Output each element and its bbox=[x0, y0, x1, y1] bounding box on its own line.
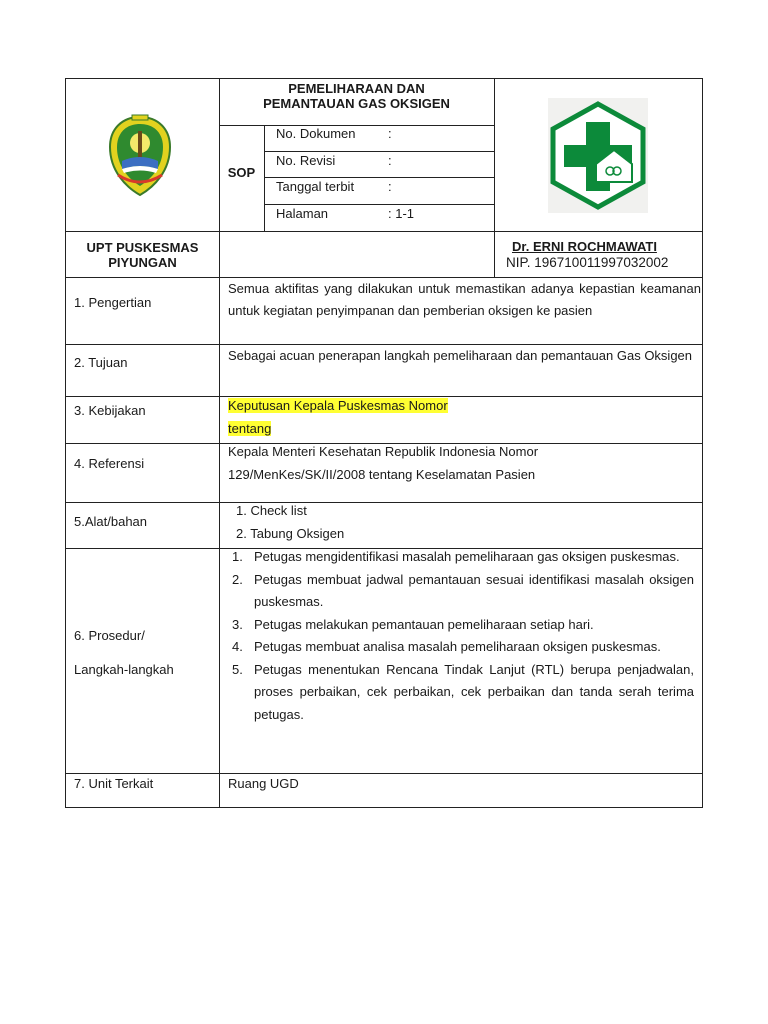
meta-label-no-dokumen: No. Dokumen bbox=[276, 126, 356, 141]
list-item bbox=[224, 614, 694, 637]
meta-value-no-revisi: : bbox=[388, 153, 392, 168]
puskesmas-cross-logo-icon bbox=[548, 98, 648, 213]
divider bbox=[66, 502, 703, 503]
document-title-line1: PEMELIHARAAN DAN bbox=[288, 81, 425, 96]
row-label-kebijakan: 3. Kebijakan bbox=[74, 403, 146, 418]
meta-value-tanggal-terbit: : bbox=[388, 179, 392, 194]
step-text: Petugas membuat jadwal pemantauan sesuai identifikasi masalah oksigen puskesmas. bbox=[254, 571, 694, 609]
step-number: 4. bbox=[232, 639, 243, 654]
referensi-line2: 129/MenKes/SK/II/2008 tentang Keselamatan Pasien bbox=[228, 467, 536, 482]
step-number: 2. bbox=[232, 571, 243, 587]
row-label-pengertian: 1. Pengertian bbox=[74, 295, 152, 310]
step-text: Petugas membuat analisa masalah pemeliharaan oksigen puskesmas. bbox=[254, 639, 661, 654]
row-text-tujuan: Sebagai acuan penerapan langkah pemeliharaan dan pemantauan Gas Oksigen bbox=[228, 348, 693, 363]
signer-nip: NIP. 196710011997032002 bbox=[506, 255, 669, 270]
row-label-prosedur-line1: 6. Prosedur/ bbox=[74, 628, 145, 643]
signer-name: Dr. ERNI ROCHMAWATI bbox=[512, 239, 657, 254]
meta-label-halaman: Halaman bbox=[276, 206, 329, 221]
row-label-referensi: 4. Referensi bbox=[74, 456, 145, 471]
divider bbox=[494, 79, 495, 277]
document-title-line2: PEMANTAUAN GAS OKSIGEN bbox=[263, 96, 450, 111]
referensi-line1: Kepala Menteri Kesehatan Republik Indonesia Nomor bbox=[228, 444, 539, 459]
kebijakan-line2 bbox=[228, 421, 271, 436]
row-text-unit-terkait: Ruang UGD bbox=[228, 776, 299, 791]
alat-item: 2. Tabung Oksigen bbox=[236, 526, 345, 541]
step-text: Petugas mengidentifikasi masalah pemeliharaan gas oksigen puskesmas. bbox=[254, 549, 680, 564]
alat-item: 1. Check list bbox=[236, 503, 307, 518]
sop-document bbox=[65, 78, 703, 808]
organization-name-line2: PIYUNGAN bbox=[108, 255, 177, 270]
row-label-alat-bahan: 5.Alat/bahan bbox=[74, 514, 148, 529]
list-item bbox=[224, 569, 694, 614]
regional-emblem-icon bbox=[106, 113, 174, 199]
list-item bbox=[224, 659, 694, 727]
step-number: 3. bbox=[232, 616, 243, 632]
divider bbox=[66, 396, 703, 397]
kebijakan-line1 bbox=[228, 398, 448, 413]
row-label-unit-terkait: 7. Unit Terkait bbox=[74, 776, 154, 791]
divider bbox=[219, 125, 494, 126]
divider bbox=[264, 204, 494, 205]
meta-label-tanggal-terbit: Tanggal terbit bbox=[276, 179, 355, 194]
meta-label-no-revisi: No. Revisi bbox=[276, 153, 336, 168]
sop-label: SOP bbox=[227, 165, 256, 180]
row-label-prosedur-line2: Langkah-langkah bbox=[74, 662, 174, 677]
meta-value-halaman: : 1-1 bbox=[388, 206, 415, 221]
row-label-tujuan: 2. Tujuan bbox=[74, 355, 128, 370]
list-item bbox=[224, 546, 694, 569]
divider bbox=[264, 177, 494, 178]
divider bbox=[66, 773, 703, 774]
step-number: 1. bbox=[232, 549, 243, 564]
highlighted-text: Keputusan Kepala Puskesmas Nomor bbox=[228, 398, 448, 413]
meta-value-no-dokumen: : bbox=[388, 126, 392, 141]
highlighted-text: tentang bbox=[228, 421, 272, 436]
step-text: Petugas menentukan Rencana Tindak Lanjut (RTL) berupa penjadwalan, proses perbaikan, cek perbaikan, cek perbaikan dan tanda serah terima petugas. bbox=[254, 661, 694, 722]
divider bbox=[264, 125, 265, 231]
step-number: 5. bbox=[232, 661, 243, 677]
step-text: Petugas melakukan pemantauan pemeliharaan setiap hari. bbox=[254, 616, 594, 632]
list-item bbox=[224, 636, 694, 659]
divider bbox=[66, 231, 703, 232]
row-text-pengertian: Semua aktifitas yang dilakukan untuk memastikan adanya kepastian keamanan untuk kegiatan penyimpanan dan pemberian oksigen ke pasien bbox=[228, 281, 701, 318]
divider bbox=[264, 151, 494, 152]
procedure-steps bbox=[224, 546, 694, 726]
organization-name-line1: UPT PUSKESMAS bbox=[86, 240, 199, 255]
